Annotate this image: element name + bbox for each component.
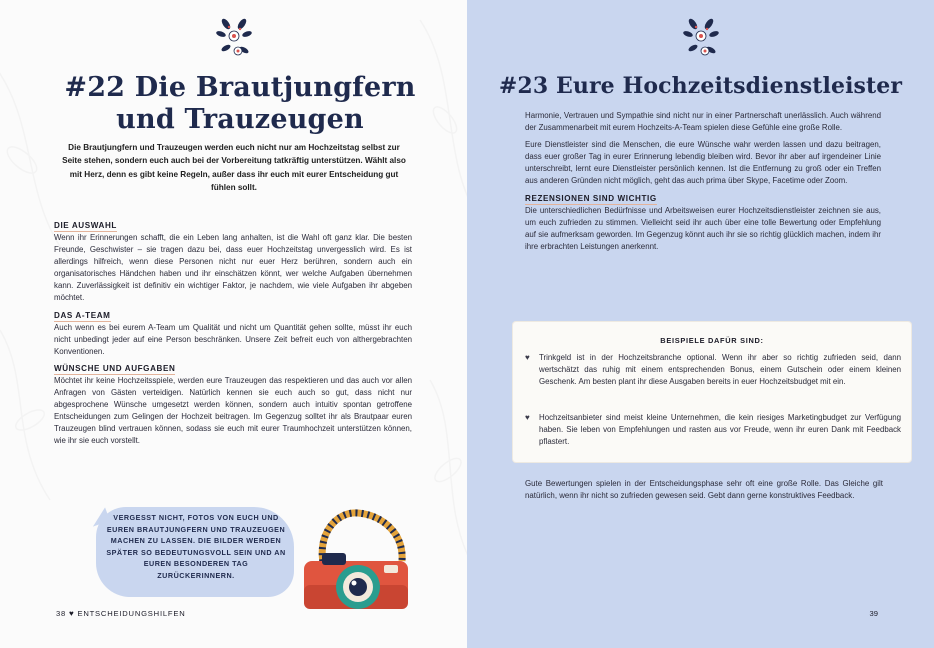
section-text-a-team: Auch wenn es bei eurem A-Team um Qualität und nicht um Quantität gehen sollte, müsst ihr euch nicht unbedingt jeder auf eine Person beschränken. Unsere Zeit befreit euch von althergebrachten Konventionen.	[54, 322, 412, 356]
left-body-text	[54, 218, 412, 452]
examples-item-2-text: Hochzeitsanbieter sind meist kleine Unternehmen, die kein riesiges Marketingbudget zur Verfügung haben. Sie leben von Empfehlungen und rasten aus vor Freude, wenn ihr euren Dank mit Feedback pflastert.	[539, 413, 901, 446]
right-paragraph-2: Eure Dienstleister sind die Menschen, die eure Wünsche wahr werden lassen und dazu beitragen, dass euer großer Tag in eurer Erinnerung lebendig bleiben wird. Bevor ihr aber auf irgendeiner Linie unterschreibt, lernt eure Dienstleister persönlich kennen. Ist die Entfernung zu groß oder ein Treffen aus anderen Gründen nicht möglich, geht das auch prima über Skype, Facetime oder Zoom.	[525, 140, 881, 186]
footer-section-label: ENTSCHEIDUNGSHILFEN	[77, 609, 186, 618]
section-heading-wuensche: WÜNSCHE UND AUFGABEN	[54, 363, 176, 373]
flower-ornament-icon	[214, 16, 254, 60]
camera-illustration-icon	[296, 505, 416, 615]
section-text-rezensionen: Die unterschiedlichen Bedürfnisse und Arbeitsweisen eurer Hochzeitsdienstleister zeichnen sie aus, um euch zufrieden zu stimmen. Vielleicht seid ihr auch über eine tolle Bewertung oder Empfehlung auf sie aufmerksam geworden. Im Gegenzug könnt auch ihr sie so richtig glücklich machen, indem ihr ihre erbrachten Leistungen anerkennt.	[525, 205, 881, 251]
left-page-number: 38	[56, 609, 67, 618]
examples-box-title: BEISPIELE DAFÜR SIND:	[660, 336, 764, 345]
right-paragraph-1: Harmonie, Vertrauen und Sympathie sind nicht nur in einer Partnerschaft unerlässlich. Auch während der Zusammenarbeit mit eurem Hochzeits-A-Team spielen diese Gefühle eine große Rolle.	[525, 111, 881, 133]
left-page-title: #22 Die Brautjungfern und Trauzeugen	[64, 72, 416, 135]
examples-item-1-text: Trinkgeld ist in der Hochzeitsbranche optional. Wenn ihr aber so richtig zufrieden seid, dann wertschätzt das ruhig mit einem entsprechenden Bonus, einem Gutschein oder einem kleinen Geschenk. Am besten plant ihr diese Ausgaben bereits in euer Hochzeitsbudget mit ein.	[539, 353, 901, 386]
examples-item-2	[525, 412, 901, 448]
section-text-auswahl: Wenn ihr Erinnerungen schafft, die ein Leben lang anhalten, ist die Wahl oft ganz klar. Die besten Freunde, Geschwister – sie tragen dazu bei, dass euer Hochzeitstag unvergesslich wird. Es ist allerdings hilfreich, wenn diese Personen nicht nur euer Herz berühren, sondern auch ein organisatorisches Händchen haben und ihr einschätzen könnt, wer welche Aufgaben übernehmen kann. Zuverlässigkeit ist definitiv ein wichtiger Faktor, je nachdem, wie viele Aufgaben ihr abgeben möchtet.	[54, 233, 412, 303]
heart-bullet-icon: ♥	[525, 353, 530, 362]
right-page-title: #23 Eure Hochzeitsdienstleister	[498, 73, 903, 99]
examples-item-1	[525, 352, 901, 388]
left-lead-paragraph: Die Brautjungfern und Trauzeugen werden euch nicht nur am Hochzeitstag selbst zur Seite stehen, sondern euch auch bei der Vorbereitung tatkräftig unterstützen. Wählt also mit Herz, denn es gibt keine Regeln, außer dass ihr euch mit eurer Entscheidung gut fühlen sollt.	[62, 143, 406, 193]
flower-ornament-icon	[681, 16, 721, 60]
right-page	[467, 0, 934, 648]
section-heading-a-team: DAS A-TEAM	[54, 310, 111, 320]
heart-icon: ♥	[68, 609, 75, 618]
heart-bullet-icon: ♥	[525, 413, 530, 422]
closing-paragraph: Gute Bewertungen spielen in der Entscheidungsphase sehr oft eine große Rolle. Das Gleiche gilt natürlich, wenn ihr nicht so zufrieden gewesen seid. Gebt dann gerne konstruktives Feedback.	[525, 479, 883, 501]
speech-bubble-text: VERGESST NICHT, FOTOS VON EUCH UND EUREN BRAUTJUNGFERN UND TRAUZEUGEN MACHEN ZU LASSEN. DIE BILDER WERDEN SPÄTER SO BEDEUTUNGSVOLL SEIN UND AN EUREN BESONDEREN TAG ZURÜCKERINNERN.	[106, 513, 286, 580]
examples-box	[513, 322, 911, 462]
section-heading-rezensionen: REZENSIONEN SIND WICHTIG	[525, 193, 657, 203]
section-text-wuensche: Möchtet ihr keine Hochzeitsspiele, werden eure Trauzeugen das respektieren und das auch vor allen Anfragen von Gästen verteidigen. Natürlich kennen sie euch auch so gut, dass nicht nur abgesprochene Wünsche umgesetzt werden können, sondern auch intuitiv spontan getroffene Entscheidungen zum Gelingen der Hochzeit beitragen. Im Gegenzug solltet ihr als Brautpaar euren Trauzeugen blind vertrauen können, sodass sie euch mit eurer Traumhochzeit unterstützen können, wie ihr sie euch vorstellt.	[54, 375, 412, 446]
right-page-number: 39	[869, 609, 878, 618]
section-heading-auswahl: DIE AUSWAHL	[54, 221, 117, 230]
right-body-text	[525, 110, 881, 258]
left-page-footer	[56, 609, 185, 618]
